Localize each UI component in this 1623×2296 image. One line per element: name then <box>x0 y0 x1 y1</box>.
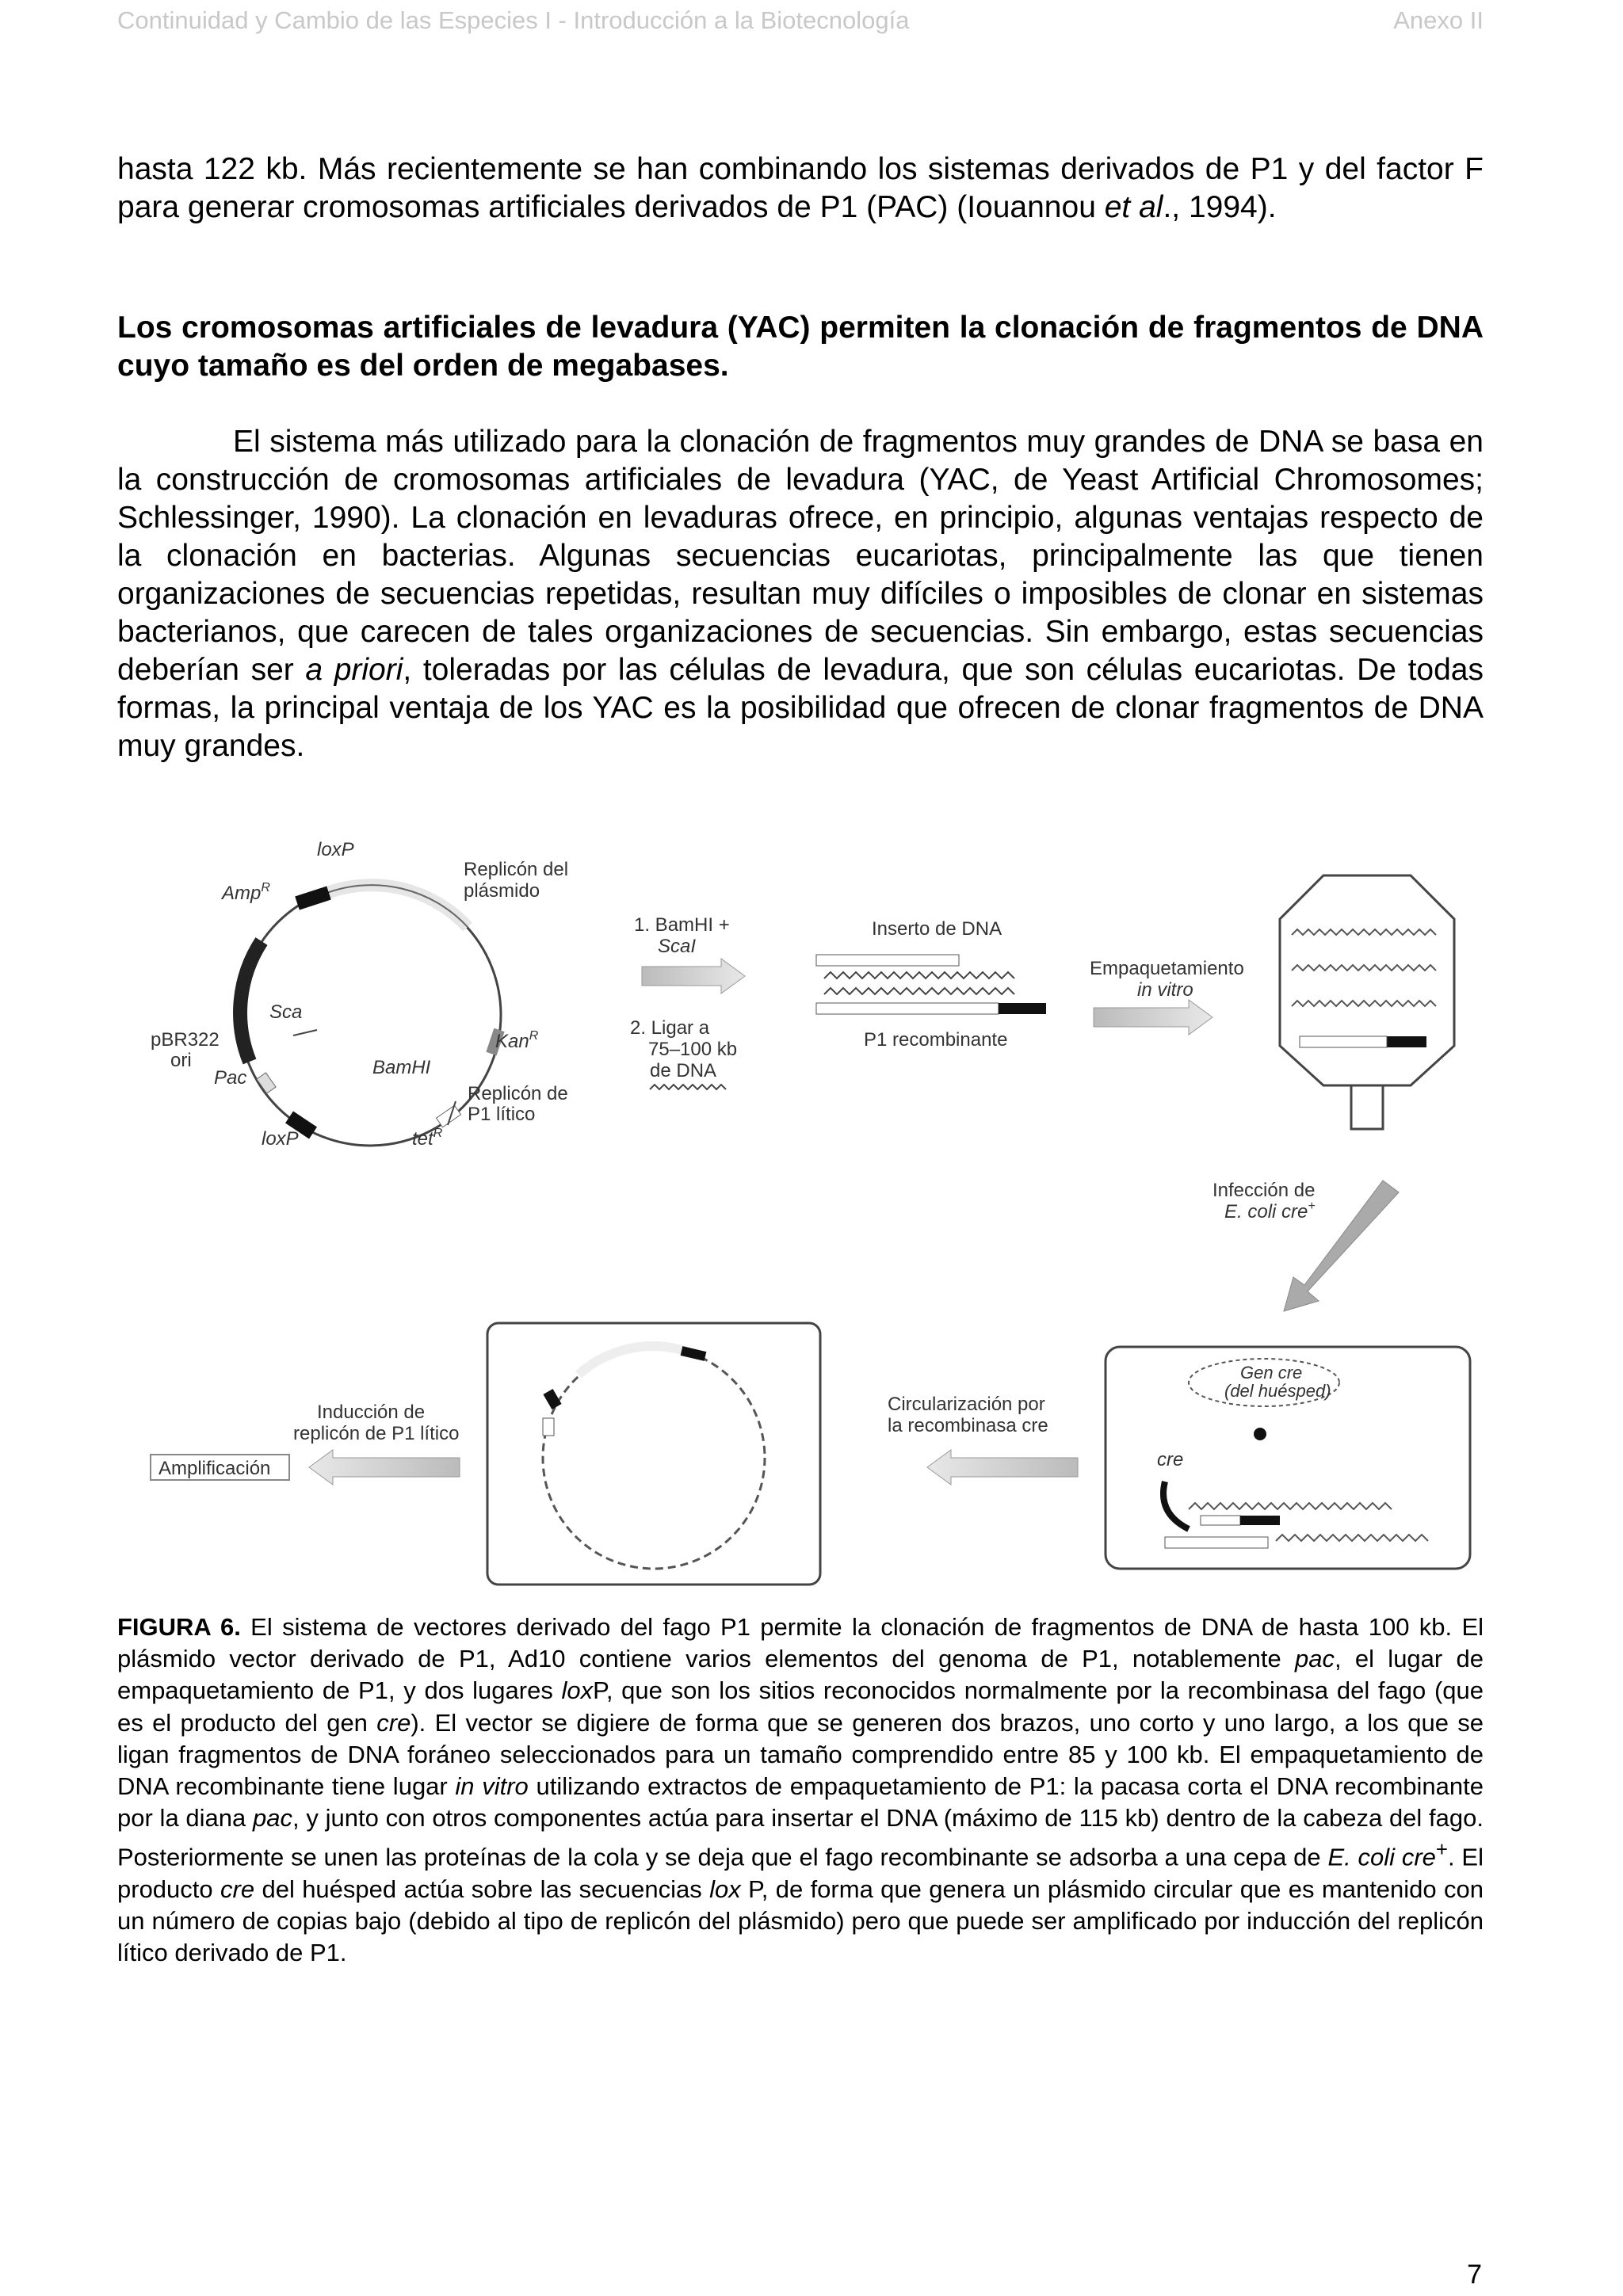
label-loxp-top: loxP <box>317 839 354 860</box>
label-circularization: Circularización por <box>888 1394 1045 1415</box>
circular-plasmid-box <box>487 1323 820 1585</box>
step1-line2: ScaI <box>658 936 697 957</box>
label-bamhi: BamHI <box>372 1057 431 1078</box>
section-heading: Los cromosomas artificiales de levadura (YAC) permiten la clonación de fragmentos de DNA cuyo tamaño es del orden de megabases. <box>117 311 1484 383</box>
label-induction: Inducción de <box>317 1402 426 1423</box>
label-packaging: Empaquetamiento <box>1090 958 1244 979</box>
label-gene-cre: Gen cre <box>1240 1363 1303 1383</box>
header-title: Continuidad y Cambio de las Especies I - Introducción a la Biotecnología <box>117 6 910 34</box>
label-ampr: Amp$^R$ <box>222 881 270 904</box>
circularization-arrow <box>927 1450 1078 1485</box>
caption-label: FIGURA 6. <box>117 1613 241 1641</box>
label-packaging-2: in vitro <box>1137 979 1193 1001</box>
label-loxp-bottom: loxP <box>262 1128 299 1150</box>
label-pbr322-ori: ori <box>170 1050 192 1071</box>
induction-arrow <box>309 1450 460 1485</box>
step2-line3: de DNA <box>650 1060 717 1081</box>
label-replicon-plasmid: Replicón del <box>464 859 569 880</box>
step2-line2: 75–100 kb <box>648 1039 738 1060</box>
label-replicon-lytic: Replicón de <box>468 1083 568 1104</box>
label-sca: Sca <box>269 1001 303 1023</box>
label-replicon-plasmid-2: plásmido <box>464 880 540 902</box>
induction-block <box>151 1402 460 1485</box>
label-cre: cre <box>1157 1449 1184 1470</box>
recombinant-p1 <box>816 918 1046 1051</box>
label-pbr322: pBR322 <box>151 1029 220 1051</box>
label-pac: Pac <box>214 1067 247 1089</box>
intro-paragraph: hasta 122 kb. Más recientemente se han combinando los sistemas derivados de P1 y del factor F para generar cromosomas artificiales derivados de P1 (PAC) (Iouannou et al., 1994). <box>117 152 1484 224</box>
label-tetr: tet$^R$ <box>412 1127 443 1150</box>
label-infection-2: E. coli cre+ <box>1224 1199 1316 1222</box>
label-insert: Inserto de DNA <box>872 918 1002 940</box>
label-kanr: Kan$^R$ <box>495 1029 539 1052</box>
label-infection: Infección de <box>1212 1180 1316 1201</box>
label-replicon-lytic-2: P1 lítico <box>468 1104 536 1125</box>
label-recombinant: P1 recombinante <box>864 1029 1008 1051</box>
phage-head <box>1280 875 1454 1129</box>
host-cell <box>1106 1347 1470 1569</box>
page-number: 7 <box>1467 2260 1482 2290</box>
dna-wave-icon <box>650 1085 726 1089</box>
plasmid-map <box>151 839 568 1150</box>
p1-vector-figure <box>135 800 1490 1592</box>
label-gene-cre-2: (del huésped) <box>1224 1381 1331 1401</box>
label-induction-2: replicón de P1 lítico <box>293 1423 460 1444</box>
page-header <box>117 0 1484 48</box>
header-annex: Anexo II <box>1393 6 1484 34</box>
step-arrow <box>642 959 745 994</box>
label-circularization-2: la recombinasa cre <box>888 1415 1048 1436</box>
packaging-block <box>1090 958 1244 1035</box>
step1-line1: 1. BamHI + <box>634 914 730 936</box>
figure-caption: FIGURA 6. El sistema de vectores derivado del fago P1 permite la clonación de fragmentos de DNA de hasta 100 kb. El plásmido vector derivado de P1, Ad10 contiene varios elementos del genoma de P1, notablemente pac, el lugar de empaquetamiento de P1, y dos lugares loxP, que son los sitios reconocidos normalmente por la recombinasa del fago (que es el producto del gen cre). El vector se digiere de forma que se generen dos brazos, uno corto y uno largo, a los que se ligan fragmentos de DNA foráneo seleccionados para un tamaño comprendido entre 85 y 100 kb. El empaquetamiento de DNA recombinante tiene lugar in vitro utilizando extractos de empaquetamiento de P1: la pacasa corta el DNA recombinante por la diana pac, y junto con otros componentes actúa para insertar el DNA (máximo de 115 kb) dentro de la cabeza del fago. Posteriormente se unen las proteínas de la cola y se deja que el fago recombinante se adsorba a una cepa de E. coli cre+. El producto cre del huésped actúa sobre las secuencias lox P, de forma que genera un plásmido circular que es mantenido con un número de copias bajo (debido al tipo de replicón del plásmido) pero que puede ser amplificado por inducción del replicón lítico derivado de P1. <box>117 1613 1484 1967</box>
circularization-block <box>888 1394 1078 1485</box>
packaging-arrow <box>1094 1000 1212 1035</box>
infection-block <box>1212 1180 1399 1311</box>
body-paragraph: El sistema más utilizado para la clonación de fragmentos muy grandes de DNA se basa en la construcción de cromosomas artificiales de levadura (YAC, de Yeast Artificial Chromosomes; Schlessinger, 1990). La clonación en levaduras ofrece, en principio, algunas ventajas respecto de la clonación en bacterias. Algunas secuencias eucariotas, principalmente las que tienen organizaciones de secuencias repetidas, resultan muy difíciles o imposibles de clonar en sistemas bacterianos, que carecen de tales organizaciones de secuencias. Sin embargo, estas secuencias deberían ser a priori, toleradas por las células de levadura, que son células eucariotas. De todas formas, la principal ventaja de los YAC es la posibilidad que ofrecen de clonar fragmentos de DNA muy grandes. <box>117 425 1484 763</box>
step2-line1: 2. Ligar a <box>630 1017 710 1039</box>
label-amplification: Amplificación <box>158 1458 271 1479</box>
steps-block <box>630 914 745 1089</box>
